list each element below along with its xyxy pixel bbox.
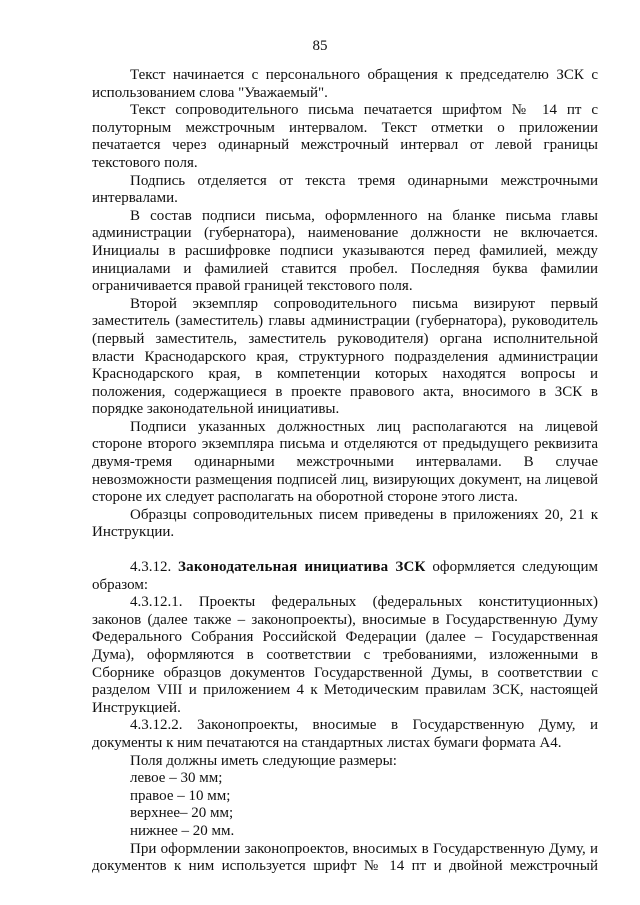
paragraph-paper-format: 4.3.12.2. Законопроекты, вносимые в Государственную Думу, и документы к ним печатаются на стандартных листах бумаги формата А4. [92,717,598,751]
paragraph-greeting: Текст начинается с персонального обращения к председателю ЗСК с использованием слова "Уважаемый". [92,67,598,101]
paragraph-samples: Образцы сопроводительных писем приведены в приложениях 20, 21 к Инструкции. [92,506,598,541]
paragraph-signatures-placement: Подписи указанных должностных лиц располагаются на лицевой стороне второго экземпляра письма и отделяются от предыдущего реквизита двумя-тремя одинарными межстрочными интервалами. В случае невозможности размещения подписей лиц, визирующих документ, на лицевой стороне их следует располагать на оборотной стороне этого листа. [92,418,598,506]
document-body [92,67,598,876]
paragraph-signature-composition: В состав подписи письма, оформленного на бланке письма главы администрации (губернатора), наименование должности не включается. Инициалы в расшифровке подписи указываются перед фамилией, между инициалами и фамилией ставится пробел. Последняя буква фамилии ограничивается правой границей текстового поля. [92,207,598,295]
margin-top-item: верхнее– 20 мм; [130,805,234,822]
margin-bottom-item: нижнее – 20 мм. [130,822,235,839]
paragraph-font-laws: При оформлении законопроектов, вносимых в Государственную Думу, и документов к ним используется шрифт № 14 пт и двойной межстрочный [92,840,598,875]
section-number: 4.3.12. [130,559,172,576]
paragraph-margins-intro: Поля должны иметь следующие размеры: [130,752,397,769]
paragraph-font: Текст сопроводительного письма печатается шрифтом № 14 пт с полуторным межстрочным интервалом. Текст отметки о приложении печатается через одинарный межстрочный интервал от левой границы текстового поля. [92,102,598,171]
margin-right-item: правое – 10 мм; [130,787,231,804]
paragraph-second-copy: Второй экземпляр сопроводительного письма визируют первый заместитель (заместитель) главы администрации (губернатора), руководитель (первый заместитель, заместитель руководителя) органа исполнительной власти Краснодарского края, структурного подразделения администрации Краснодарского края, в компетенции которых находятся вопросы и положения, содержащиеся в проекте правового акта, вносимого в ЗСК в порядке законодательной инициативы. [92,295,598,418]
paragraph-federal-laws: 4.3.12.1. Проекты федеральных (федеральных конституционных) законов (далее также – законопроекты), вносимые в Государственную Думу Федерального Собрания Российской Федерации (далее – Государственная Дума), оформляются в соответствии с требованиями, изложенными в Сборнике образцов документов Государственной Думы, в соответствии с разделом VIII и приложением 4 к Методическим правилам ЗСК, настоящей Инструкцией. [92,594,598,716]
section-title: Законодательная инициатива ЗСК [178,559,426,576]
section-rest: оформляется следующим образом: [92,559,599,593]
margin-left-item: левое – 30 мм; [130,770,223,787]
paragraph-signature-gap: Подпись отделяется от текста тремя одинарными межстрочными интервалами. [92,172,598,207]
page-number: 85 [312,38,328,54]
section-heading [92,559,598,594]
